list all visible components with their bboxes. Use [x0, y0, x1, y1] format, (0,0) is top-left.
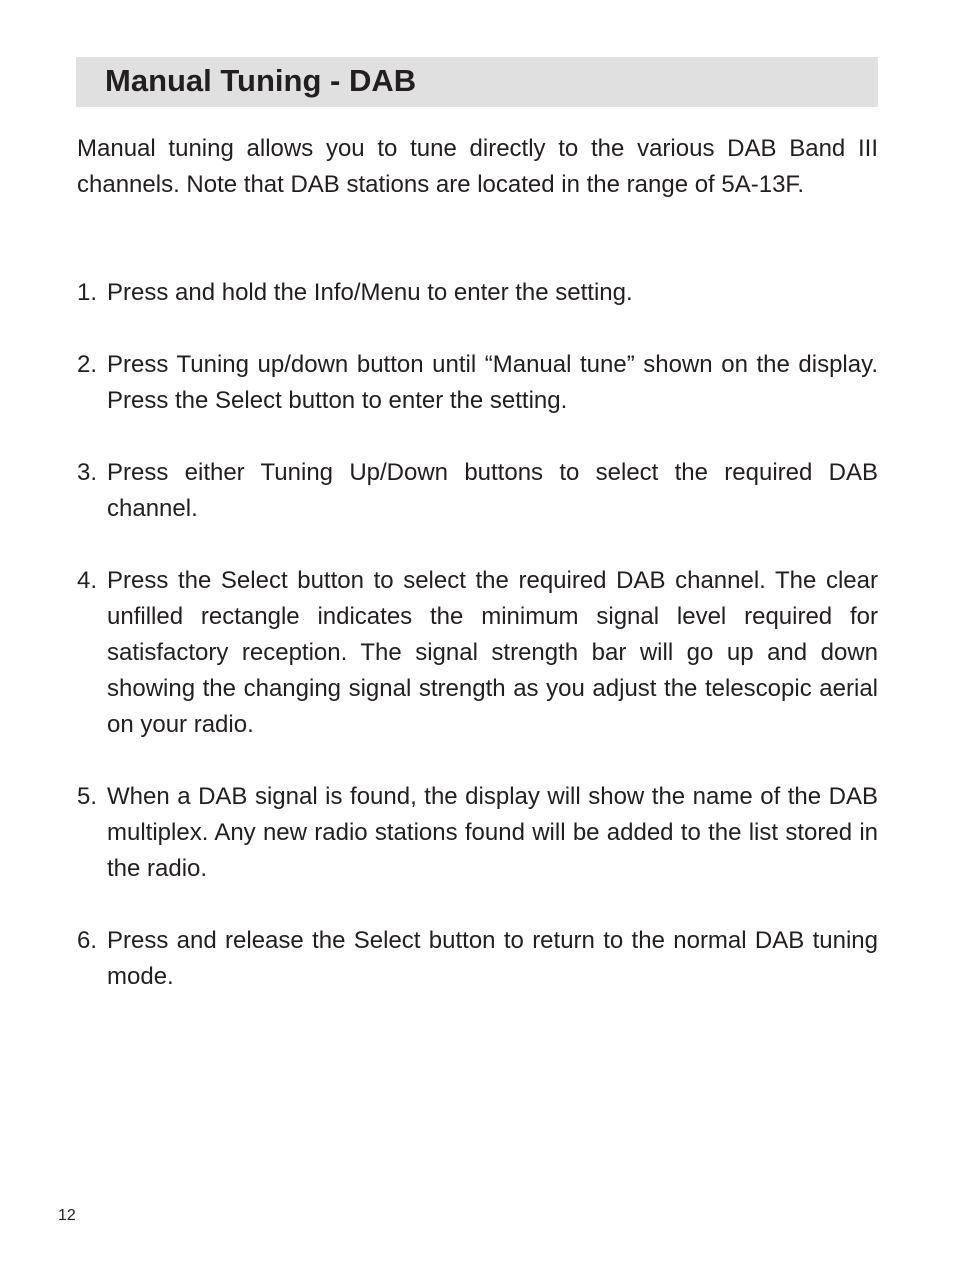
step-number: 1.	[77, 279, 98, 306]
step-3	[77, 455, 878, 527]
steps-list	[77, 275, 878, 1031]
section-heading-bar	[76, 57, 878, 107]
step-text: Press Tuning up/down button until “Manual tune” shown on the display. Press the Select button to enter the setting.	[107, 351, 878, 414]
page-title: Manual Tuning - DAB	[105, 63, 417, 98]
step-number: 6.	[77, 927, 98, 954]
page-number: 12	[58, 1207, 76, 1224]
step-1	[77, 275, 878, 311]
step-text: Press and hold the Info/Menu to enter the setting.	[107, 279, 633, 306]
step-number: 4.	[77, 567, 98, 594]
intro-paragraph: Manual tuning allows you to tune directly to the various DAB Band III channels. Note that DAB stations are located in the range of 5A-13F.	[77, 135, 878, 198]
step-text: Press and release the Select button to return to the normal DAB tuning mode.	[107, 927, 878, 990]
step-number: 2.	[77, 351, 98, 378]
step-4	[77, 563, 878, 743]
step-number: 5.	[77, 783, 98, 810]
step-6	[77, 923, 878, 995]
step-number: 3.	[77, 459, 98, 486]
step-text: When a DAB signal is found, the display will show the name of the DAB multiplex. Any new radio stations found will be added to the list stored in the radio.	[107, 783, 878, 882]
step-text: Press either Tuning Up/Down buttons to select the required DAB channel.	[107, 459, 878, 522]
step-2	[77, 347, 878, 419]
step-text: Press the Select button to select the required DAB channel. The clear unfilled rectangle indicates the minimum signal level required for satisfactory reception. The signal strength bar will go up and down showing the changing signal strength as you adjust the telescopic aerial on your radio.	[107, 567, 878, 738]
step-5	[77, 779, 878, 887]
